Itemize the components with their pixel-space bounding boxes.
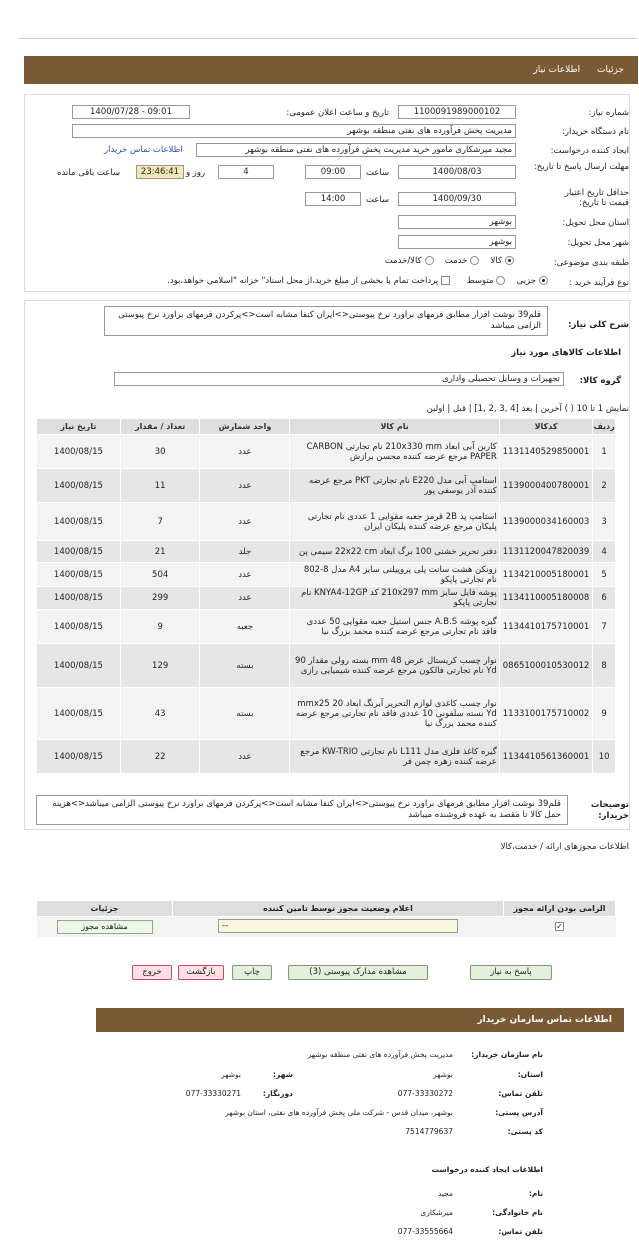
postal-label: کد پستی: — [507, 1127, 543, 1136]
tab-details[interactable]: جزئیات — [597, 65, 624, 75]
radio-medium[interactable] — [496, 276, 505, 285]
process-radios — [167, 276, 551, 286]
desc-label: شرح کلی نیاز: — [568, 320, 629, 330]
row-number-cell: 8 — [593, 644, 616, 688]
col-date: تاریخ نیاز — [37, 419, 121, 435]
goods-title: اطلاعات کالاهای مورد نیاز — [511, 348, 621, 358]
permit-details-cell — [37, 917, 173, 937]
need-date-cell: 1400/08/15 — [37, 563, 121, 587]
table-row — [37, 688, 616, 740]
item-code-cell: 1131120047820039 — [499, 541, 593, 563]
radio-goods-service[interactable] — [425, 256, 434, 265]
col-qty: تعداد / مقدار — [120, 419, 200, 435]
category-label: طبقه بندی موضوعی: — [553, 258, 629, 268]
quantity-cell: 9 — [120, 610, 200, 644]
deadline-time-field: 09:00 — [305, 165, 361, 179]
back-button[interactable]: بازگشت — [178, 965, 224, 980]
unit-cell: جلد — [200, 541, 290, 563]
quantity-cell: 299 — [120, 587, 200, 610]
table-row — [37, 563, 616, 587]
remaining-time-field: 23:46:41 — [136, 165, 184, 179]
creator-family-label: نام خانوادگی: — [492, 1208, 543, 1217]
contact-header: اطلاعات تماس سازمان خریدار — [96, 1008, 624, 1032]
item-code-cell: 1133100175710002 — [499, 688, 593, 740]
permit-status-field[interactable]: -- — [218, 919, 458, 933]
item-code-cell: 1131140529850001 — [499, 435, 593, 469]
table-row — [37, 587, 616, 610]
creator-phone-label: تلفن تماس: — [498, 1227, 543, 1236]
item-code-cell: 0865100010530012 — [499, 644, 593, 688]
validity-time-label: ساعت — [366, 195, 390, 205]
need-date-cell: 1400/08/15 — [37, 587, 121, 610]
validity-label: حداقل تاریخ اعتبار قیمت تا تاریخ: — [564, 188, 629, 208]
creator-phone-value: 077-33555664 — [397, 1227, 453, 1236]
table-row — [37, 740, 616, 774]
permit-col-details: جزئیات — [37, 901, 173, 917]
buyer-notes-label: توضیحات خریدار: — [590, 800, 629, 821]
creator-field: مجید میرشکاری مامور خرید مدیریت پخش فرآورده های نفتی منطقه بوشهر — [196, 143, 516, 157]
page-header — [24, 56, 638, 84]
quantity-cell: 22 — [120, 740, 200, 774]
group-field: تجهیزات و وسایل تحصیلی واداری — [114, 372, 564, 386]
item-name-cell: دفتر تحریر خشتی 100 برگ ابعاد 22x22 cm سیمی پن — [290, 541, 499, 563]
payment-note: پرداخت تمام یا بخشی از مبلغ خرید،از محل اسناد" خزانه "اسلامی خواهد،بود. — [167, 276, 439, 286]
announce-field: 1400/07/28 - 09:01 — [72, 105, 190, 119]
attachments-button[interactable]: مشاهده مدارک پیوستی (3) — [288, 965, 428, 980]
item-code-cell: 1139000034160003 — [499, 503, 593, 541]
radio-small[interactable] — [539, 276, 548, 285]
quantity-cell: 504 — [120, 563, 200, 587]
permits-title: اطلاعات مجوزهای ارائه / خدمت،کالا — [500, 842, 629, 852]
row-number-cell: 5 — [593, 563, 616, 587]
contact-phone-label: تلفن تماس: — [498, 1089, 543, 1098]
radio-medium-label: متوسط — [466, 276, 494, 286]
creator-info-title: اطلاعات ایجاد کننده درخواست — [431, 1165, 543, 1174]
quantity-cell: 43 — [120, 688, 200, 740]
need-date-cell: 1400/08/15 — [37, 610, 121, 644]
treasury-checkbox[interactable] — [441, 276, 450, 285]
contact-fax-label: دورنگار: — [262, 1089, 293, 1098]
item-name-cell: نوار چسب کریستال عرض 48 mm بسته رولی مقدار 90 Yd نام تجارتی فالکون مرجع عرضه کننده شیمیایی رازی — [290, 644, 499, 688]
item-code-cell: 1134410175710001 — [499, 610, 593, 644]
row-number-cell: 6 — [593, 587, 616, 610]
item-name-cell: گیره پوشه A.B.S جنس استیل جعبه مقوایی 50 عددی فاقد نام تجارتی مرجع عرضه کننده محمد بزرگ نیا — [290, 610, 499, 644]
item-name-cell: استامپ آبی مدل E220 نام تجارتی PKT مرجع عرضه کننده آذر یوسفی پور — [290, 469, 499, 503]
unit-cell: بسته — [200, 688, 290, 740]
category-radios — [385, 256, 517, 266]
province-label: استان محل تحویل: — [562, 218, 629, 228]
validity-time-field: 14:00 — [305, 192, 361, 206]
radio-goods[interactable] — [505, 256, 514, 265]
col-code: کدکالا — [499, 419, 593, 435]
address-label: آدرس پستی: — [495, 1108, 543, 1117]
item-name-cell: نوار چسب کاغذی لوازم التحریر آبرنگ ابعاد 20 mmx25 Yd بسته سلفونی 10 عددی فاقد نام تجارتی مرجع عرضه کننده محمد بزرگ نیا — [290, 688, 499, 740]
goods-table-header — [37, 419, 616, 435]
unit-cell: عدد — [200, 740, 290, 774]
need-date-cell: 1400/08/15 — [37, 435, 121, 469]
address-value: بوشهر، میدان قدس - شرکت ملی پخش فرآورده های نفتی، استان بوشهر — [225, 1108, 453, 1117]
unit-cell: عدد — [200, 563, 290, 587]
city-field: بوشهر — [398, 235, 516, 249]
goods-table — [36, 418, 616, 774]
process-label: نوع فرآیند خرید : — [568, 278, 629, 288]
item-code-cell: 1134110005180008 — [499, 587, 593, 610]
row-number-cell: 4 — [593, 541, 616, 563]
need-date-cell: 1400/08/15 — [37, 469, 121, 503]
contact-city-label: شهر: — [273, 1070, 293, 1079]
deadline-time-label: ساعت — [366, 168, 390, 178]
reply-button[interactable]: پاسخ به نیاز — [470, 965, 552, 980]
permits-table — [36, 900, 616, 937]
days-field: 4 — [218, 165, 274, 179]
table-row — [37, 435, 616, 469]
unit-cell: عدد — [200, 435, 290, 469]
item-code-cell: 1134210005180001 — [499, 563, 593, 587]
need-number-label: شماره نیاز: — [588, 108, 629, 118]
unit-cell: عدد — [200, 503, 290, 541]
col-unit: واحد شمارش — [200, 419, 290, 435]
permit-required-checkbox: ✓ — [556, 922, 563, 932]
table-row — [37, 610, 616, 644]
need-date-cell: 1400/08/15 — [37, 503, 121, 541]
row-number-cell: 1 — [593, 435, 616, 469]
radio-small-label: جزیی — [516, 276, 536, 286]
desc-text: قلم39 نوشت افزار مطابق فرمهای براورد نرخ پیوستی<>ایران کنفا مشابه است<>پرکردن فرمهای براورد نرخ پیوستی الزامی میباشد — [104, 306, 548, 336]
item-name-cell: پوشه فایل سایز 210x297 mm کد KNYA4-12GP نام تجارتی پاپکو — [290, 587, 499, 610]
deadline-label: مهلت ارسال پاسخ تا تاریخ: — [533, 162, 629, 172]
need-date-cell: 1400/08/15 — [37, 541, 121, 563]
contact-province-value: بوشهر — [433, 1070, 453, 1079]
need-number-field: 1100091989000102 — [398, 105, 516, 119]
pager-text[interactable]: نمایش 1 تا 10 ( ) آخرین | بعد [4 ,3 ,2 ,1] | قبل | اولین — [426, 404, 629, 414]
quantity-cell: 7 — [120, 503, 200, 541]
province-field: بوشهر — [398, 215, 516, 229]
exit-button[interactable]: خروج — [132, 965, 172, 980]
contact-city-value: بوشهر — [221, 1070, 241, 1079]
radio-service-label: خدمت — [444, 256, 468, 266]
contact-fax-value: 077-33330271 — [185, 1089, 241, 1098]
buyer-notes-text: قلم39 نوشت افزار مطابق فرمهای براورد نرخ پیوستی<>ایران کنفا مشابه است<>پرکردن فرمهای براورد نرخ پیوستی الزامی میباشد<>هزینه حمل کالا تا مقصد به عهده فروشنده میباشد — [36, 795, 568, 825]
validity-date-field: 1400/09/30 — [398, 192, 516, 206]
days-label: روز و — [186, 168, 206, 178]
row-number-cell: 10 — [593, 740, 616, 774]
col-row: ردیف — [593, 419, 616, 435]
group-label: گروه کالا: — [579, 376, 621, 386]
org-label: نام سازمان خریدار: — [471, 1050, 543, 1059]
item-name-cell: گیره کاغذ فلزی مدل L111 نام تجارتی KW-TRIO مرجع عرضه کننده زهره چمن فر — [290, 740, 499, 774]
creator-family-value: میرشکاری — [420, 1208, 453, 1217]
row-number-cell: 3 — [593, 503, 616, 541]
postal-value: 7514779637 — [405, 1127, 453, 1136]
buyer-label: نام دستگاه خریدار: — [562, 127, 629, 137]
buyer-contact-link[interactable]: اطلاعات تماس خریدار — [104, 145, 183, 155]
table-row — [37, 541, 616, 563]
item-name-cell: استامپ پد 2B قرمز جعبه مقوایی 1 عددی نام تجارتی پلیکان مرجع عرضه کننده پلیکان ایران — [290, 503, 499, 541]
table-row — [37, 644, 616, 688]
unit-cell: بسته — [200, 644, 290, 688]
unit-cell: عدد — [200, 469, 290, 503]
item-name-cell: کاربن آبی ابعاد 210x330 mm نام تجارتی CARBON PAPER مرجع عرضه کننده محسن برازش — [290, 435, 499, 469]
creator-name-label: نام: — [528, 1189, 543, 1198]
table-row — [37, 469, 616, 503]
quantity-cell: 11 — [120, 469, 200, 503]
deadline-date-field: 1400/08/03 — [398, 165, 516, 179]
item-name-cell: زونکن هشت سانت پلی پروپیلنی سایز A4 مدل 8-802 نام تجارتی پاپکو — [290, 563, 499, 587]
quantity-cell: 129 — [120, 644, 200, 688]
city-label: شهر محل تحویل: — [567, 238, 629, 248]
permit-col-status: اعلام وضعیت مجوز توسط تامین کننده — [173, 901, 504, 917]
top-divider — [18, 38, 638, 39]
radio-goods-label: کالا — [490, 256, 502, 266]
radio-goods-service-label: کالا/خدمت — [384, 256, 422, 266]
buyer-field: مدیریت پخش فرآورده های نفتی منطقه بوشهر — [72, 124, 516, 138]
permit-required-cell — [504, 917, 616, 937]
row-number-cell: 7 — [593, 610, 616, 644]
row-number-cell: 2 — [593, 469, 616, 503]
item-code-cell: 1134410561360001 — [499, 740, 593, 774]
need-date-cell: 1400/08/15 — [37, 740, 121, 774]
view-permit-button[interactable]: مشاهده مجوز — [57, 920, 153, 934]
permit-col-required: الزامی بودن ارائه مجوز — [504, 901, 616, 917]
row-number-cell: 9 — [593, 688, 616, 740]
quantity-cell: 21 — [120, 541, 200, 563]
creator-label: ایجاد کننده درخواست: — [550, 146, 629, 156]
creator-name-value: مجید — [437, 1189, 453, 1198]
announce-label: تاریخ و ساعت اعلان عمومی: — [286, 108, 389, 118]
pager — [427, 404, 629, 414]
permit-status-cell — [173, 917, 504, 937]
item-code-cell: 1139000400780001 — [499, 469, 593, 503]
table-row — [37, 503, 616, 541]
col-name: نام کالا — [290, 419, 499, 435]
org-value: مدیریت پخش فرآورده های نفتی منطقه بوشهر — [307, 1050, 453, 1059]
need-date-cell: 1400/08/15 — [37, 688, 121, 740]
print-button[interactable]: چاپ — [232, 965, 272, 980]
need-date-cell: 1400/08/15 — [37, 644, 121, 688]
contact-province-label: استان: — [517, 1070, 543, 1079]
radio-service[interactable] — [470, 256, 479, 265]
remaining-label: ساعت باقی مانده — [57, 168, 121, 178]
tab-need-info[interactable]: اطلاعات نیاز — [533, 65, 581, 75]
unit-cell: جعبه — [200, 610, 290, 644]
unit-cell: عدد — [200, 587, 290, 610]
quantity-cell: 30 — [120, 435, 200, 469]
contact-phone-value: 077-33330272 — [397, 1089, 453, 1098]
